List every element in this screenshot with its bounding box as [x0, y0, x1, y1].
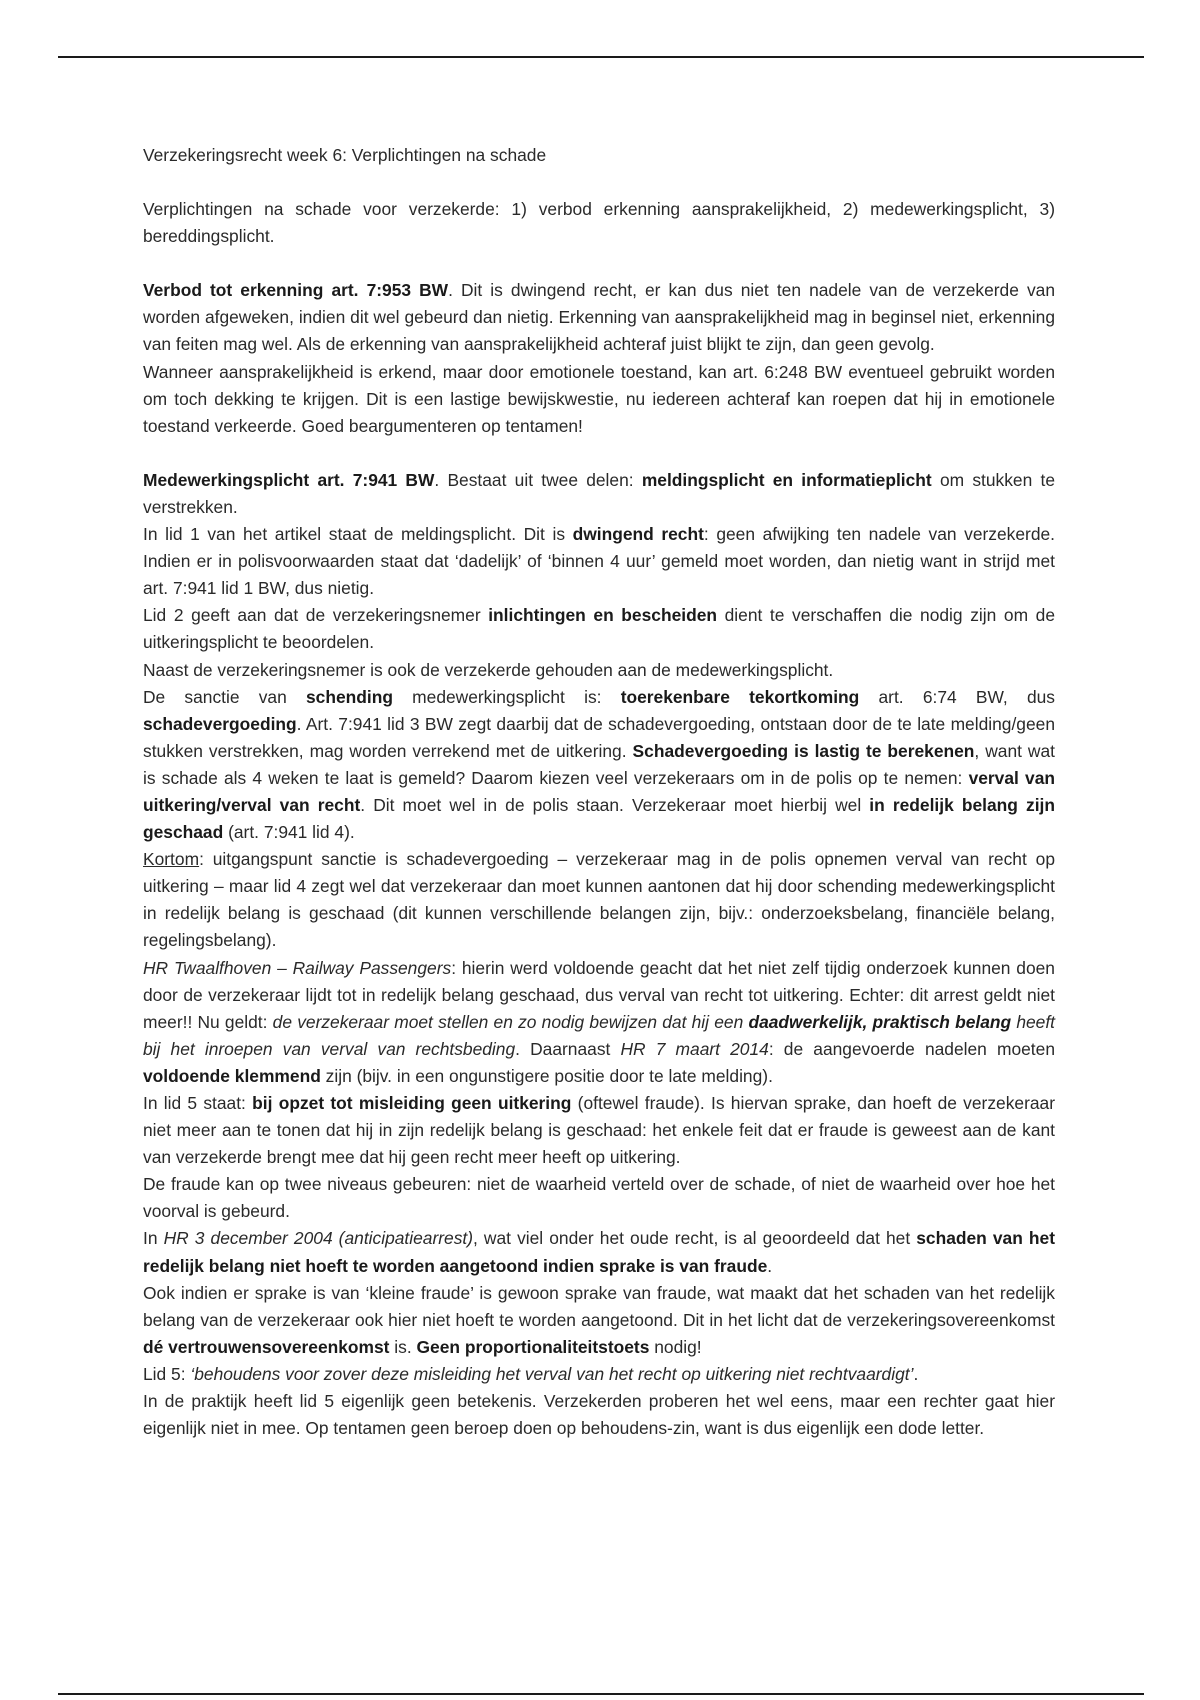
- lid2-paragraph: Lid 2 geeft aan dat de verzekeringsnemer inlichtingen en bescheiden dient te verschaffen die nodig zijn om de uitkeringsplicht te beoordelen.: [143, 605, 1056, 653]
- verzekerde-paragraph: Naast de verzekeringsnemer is ook de verzekerde gehouden aan de medewerkingsplicht.: [143, 659, 834, 680]
- sanctie-paragraph: De sanctie van schending medewerkingsplicht is: toerekenbare tekortkoming art. 6:74 BW, dus schadevergoeding. Art. 7:941 lid 3 BW zegt daarbij dat de schadevergoeding, ontstaan door de te late melding/geen stukken verstrekken, mag worden verrekend met de uitkering. Schadevergoeding is lastig te berekenen, want wat is schade als 4 weken te laat is gemeld? Daarom kiezen veel verzekeraars om in de polis op te nemen: verval van uitkering/verval van recht. Dit moet wel in de polis staan. Verzekeraar moet hierbij wel in redelijk belang zijn geschaad (art. 7:941 lid 4).: [143, 686, 1056, 843]
- lid5-quote-paragraph: Lid 5: ‘behoudens voor zover deze misleiding het verval van het recht op uitkering niet rechtvaardigt’.: [143, 1363, 919, 1384]
- twaalfhoven-paragraph: HR Twaalfhoven – Railway Passengers: hierin werd voldoende geacht dat het niet zelf tijdig onderzoek kunnen doen door de verzekeraar lijdt tot in redelijk belang geschaad, dus verval van recht tot uitkering. Echter: dit arrest geldt niet meer!! Nu geldt: de verzekeraar moet stellen en zo nodig bewijzen dat hij een daadwerkelijk, praktisch belang heeft bij het inroepen van verval van rechtsbeding. Daarnaast HR 7 maart 2014: de aangevoerde nadelen moeten voldoende klemmend zijn (bijv. in een ongunstigere positie door te late melding).: [143, 957, 1056, 1086]
- kortom-paragraph: Kortom: uitgangspunt sanctie is schadevergoeding – verzekeraar mag in de polis opnemen verval van recht op uitkering – maar lid 4 zegt wel dat verzekeraar dan moet kunnen aantonen dat hij door schending medewerkingsplicht in redelijk belang is geschaad (dit kunnen verschillende belangen zijn, bijv.: onderzoeksbelang, financiële belang, regelingsbelang).: [143, 849, 1055, 951]
- fraude-paragraph: De fraude kan op twee niveaus gebeuren: niet de waarheid verteld over de schade, of niet de waarheid over hoe het voorval is gebeurd.: [143, 1174, 1055, 1222]
- praktijk-paragraph: In de praktijk heeft lid 5 eigenlijk geen betekenis. Verzekerden proberen het wel eens, maar een rechter gaat hier eigenlijk niet in mee. Op tentamen geen beroep doen op behoudens-zin, want is dus eigenlijk een dode letter.: [143, 1391, 1055, 1439]
- medewerking-heading: Medewerkingsplicht art. 7:941 BW: [143, 469, 435, 490]
- verbod-paragraph: Verbod tot erkenning art. 7:953 BW. Dit is dwingend recht, er kan dus niet ten nadele van de verzekerde van worden afgeweken, indien dit wel gebeurd dan nietig. Erkenning van aansprakelijkheid mag in beginsel niet, erkenning van feiten mag wel. Als de erkenning van aansprakelijkheid achteraf juist blijkt te zijn, dan geen gevolg.: [143, 280, 1055, 355]
- top-rule: [58, 56, 1144, 58]
- lid5-paragraph: In lid 5 staat: bij opzet tot misleiding geen uitkering (oftewel fraude). Is hiervan sprake, dan hoeft de verzekeraar niet meer aan te tonen dat hij in zijn redelijk belang is geschaad: het enkele feit dat er fraude is geweest aan de kant van verzekerde brengt mee dat hij geen recht meer heeft op uitkering.: [143, 1093, 1056, 1168]
- lid1-paragraph: In lid 1 van het artikel staat de meldingsplicht. Dit is dwingend recht: geen afwijking ten nadele van verzekerde. Indien er in polisvoorwaarden staat dat ‘dadelijk’ of ‘binnen 4 uur’ gemeld moet worden, dan nietig want in strijd met art. 7:941 lid 1 BW, dus nietig.: [143, 524, 1055, 599]
- page-title: Verzekeringsrecht week 6: Verplichtingen na schade: [143, 145, 547, 165]
- bottom-rule: [58, 1693, 1144, 1695]
- kleine-fraude-paragraph: Ook indien er sprake is van ‘kleine fraude’ is gewoon sprake van fraude, wat maakt dat het schaden van het redelijk belang van de verzekeraar ook hier niet hoeft te worden aangetoond. Dit in het licht dat de verzekeringsovereenkomst dé vertrouwensovereenkomst is. Geen proportionaliteitstoets nodig!: [143, 1282, 1055, 1357]
- intro-paragraph: Verplichtingen na schade voor verzekerde: 1) verbod erkenning aansprakelijkheid, 2) medewerkingsplicht, 3) bereddingsplicht.: [143, 199, 1055, 247]
- anticipatiearrest-paragraph: In HR 3 december 2004 (anticipatiearrest), wat viel onder het oude recht, is al geoordeeld dat het schaden van het redelijk belang niet hoeft te worden aangetoond indien sprake is van fraude.: [143, 1228, 1055, 1276]
- verbod-paragraph-2: Wanneer aansprakelijkheid is erkend, maar door emotionele toestand, kan art. 6:248 BW eventueel gebruikt worden om toch dekking te krijgen. Dit is een lastige bewijskwestie, nu iedereen achteraf kan roepen dat hij in emotionele toestand verkeerde. Goed beargumenteren op tentamen!: [143, 361, 1055, 436]
- verbod-heading: Verbod tot erkenning art. 7:953 BW: [143, 280, 449, 301]
- document-body: [143, 142, 1055, 1442]
- medewerking-paragraph: Medewerkingsplicht art. 7:941 BW. Bestaat uit twee delen: meldingsplicht en informatieplicht om stukken te verstrekken.: [143, 469, 1056, 517]
